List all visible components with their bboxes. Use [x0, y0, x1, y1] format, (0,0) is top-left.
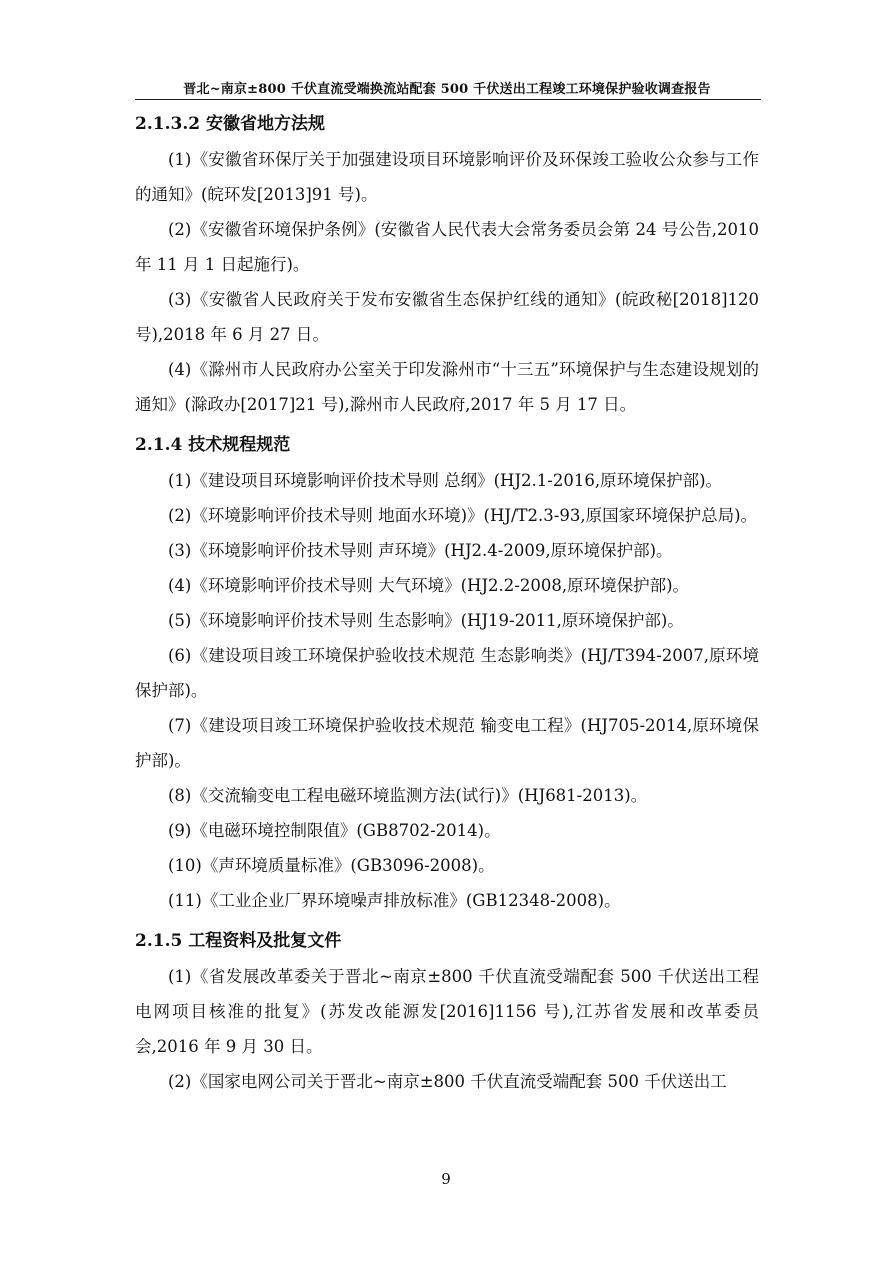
list-item: (3)《环境影响评价技术导则 声环境》(HJ2.4-2009,原环境保护部)。 [168, 541, 673, 560]
list-item: (2)《国家电网公司关于晋北~南京±800 千伏直流受端配套 500 千伏送出工 [168, 1072, 727, 1091]
list-item: (2)《环境影响评价技术导则 地面水环境)》(HJ/T2.3-93,原国家环境保护总局)。 [168, 506, 758, 525]
list-item: (6)《建设项目竣工环境保护验收技术规范 生态影响类》(HJ/T394-2007,原环境保护部)。 [135, 646, 759, 700]
list-item: (8)《交流输变电工程电磁环境监测方法(试行)》(HJ681-2013)。 [168, 786, 648, 805]
list-item: (11)《工业企业厂界环境噪声排放标准》(GB12348-2008)。 [168, 891, 621, 910]
list-item: (10)《声环境质量标准》(GB3096-2008)。 [168, 856, 495, 875]
document-body [135, 107, 759, 1099]
list-item: (5)《环境影响评价技术导则 生态影响》(HJ19-2011,原环境保护部)。 [168, 611, 684, 630]
list-item: (1)《建设项目环境影响评价技术导则 总纲》(HJ2.1-2016,原环境保护部)。 [168, 471, 723, 490]
list-item: (7)《建设项目竣工环境保护验收技术规范 输变电工程》(HJ705-2014,原环境保护部)。 [135, 716, 759, 770]
list-item: (9)《电磁环境控制限值》(GB8702-2014)。 [168, 821, 501, 840]
list-item: (4)《环境影响评价技术导则 大气环境》(HJ2.2-2008,原环境保护部)。 [168, 576, 690, 595]
section-heading-technical-standards: 2.1.4 技术规程规范 [135, 435, 291, 455]
list-item: (4)《滁州市人民政府办公室关于印发滁州市“十三五”环境保护与生态建设规划的通知》(滁政办[2017]21 号),滁州市人民政府,2017 年 5 月 17 日。 [135, 360, 759, 414]
list-item: (2)《安徽省环境保护条例》(安徽省人民代表大会常务委员会第 24 号公告,2010 年 11 月 1 日起施行)。 [135, 220, 759, 274]
section-heading-anhui-regulations: 2.1.3.2 安徽省地方法规 [135, 114, 325, 134]
list-item: (1)《安徽省环保厅关于加强建设项目环境影响评价及环保竣工验收公众参与工作的通知》(皖环发[2013]91 号)。 [135, 150, 759, 204]
list-item: (1)《省发展改革委关于晋北~南京±800 千伏直流受端配套 500 千伏送出工程电网项目核准的批复》(苏发改能源发[2016]1156 号),江苏省发展和改革委员会,2016 年 9 月 30 日。 [135, 967, 759, 1056]
header-rule [135, 99, 761, 100]
running-header: 晋北~南京±800 千伏直流受端换流站配套 500 千伏送出工程竣工环境保护验收调查报告 [183, 82, 711, 97]
list-item: (3)《安徽省人民政府关于发布安徽省生态保护红线的通知》(皖政秘[2018]120 号),2018 年 6 月 27 日。 [135, 290, 759, 344]
page-number: 9 [441, 1170, 451, 1188]
section-heading-project-documents: 2.1.5 工程资料及批复文件 [135, 931, 342, 951]
